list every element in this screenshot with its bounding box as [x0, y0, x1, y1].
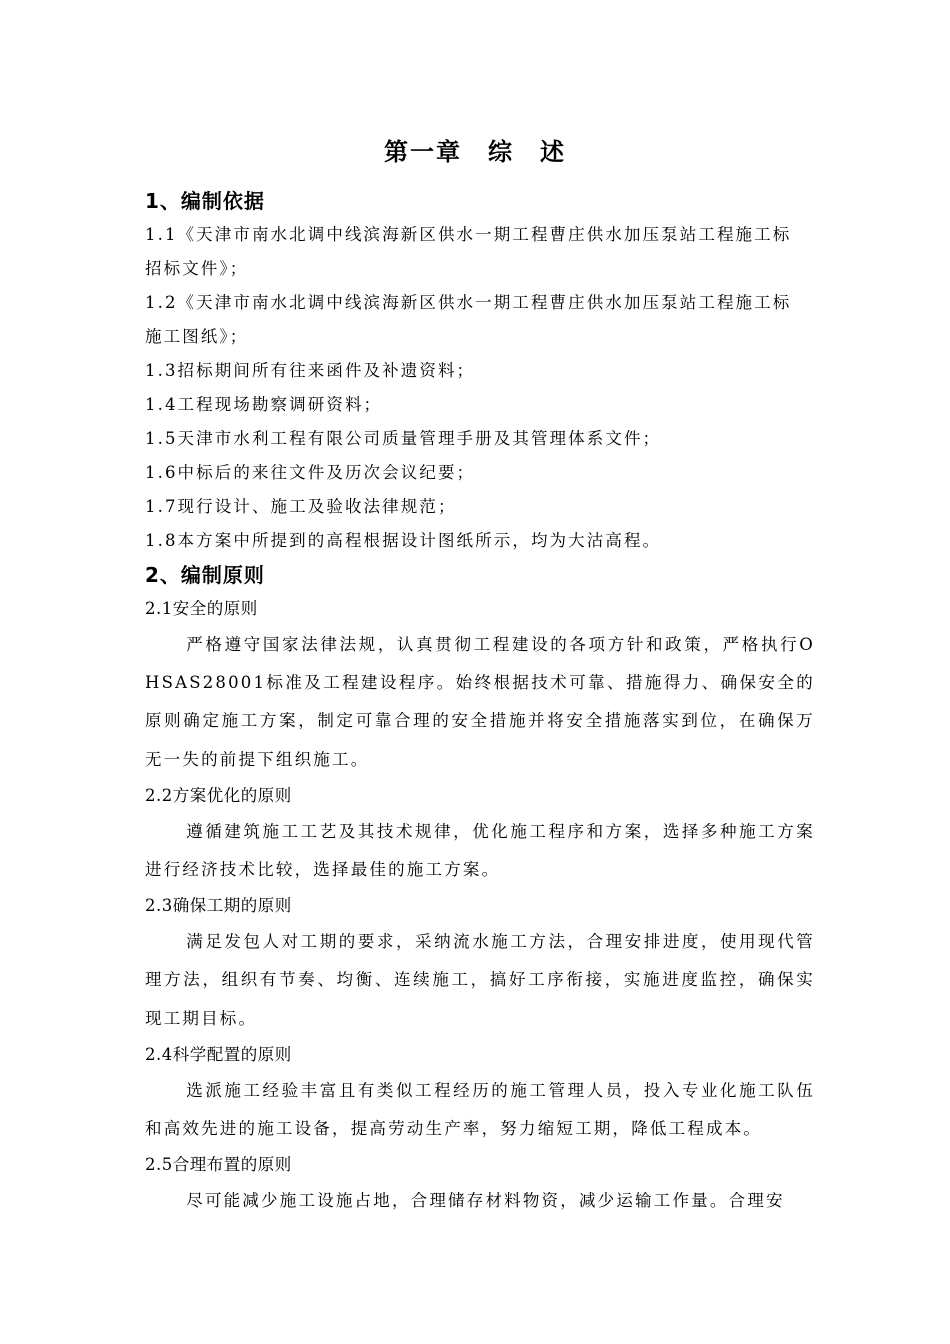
basis-item: 1.6中标后的来往文件及历次会议纪要； [145, 463, 476, 482]
principle-title: 2.2方案优化的原则 [145, 785, 292, 805]
principle-body: 选派施工经验丰富且有类似工程经历的施工管理人员，投入专业化施工队伍和高效先进的施工设备，提高劳动生产率，努力缩短工期，降低工程成本。 [145, 1080, 815, 1139]
section-heading-1: 1、编制依据 [145, 189, 265, 213]
basis-item: 施工图纸》； [145, 327, 249, 346]
basis-item: 1.4工程现场勘察调研资料； [145, 395, 383, 414]
basis-item: 1.5天津市水利工程有限公司质量管理手册及其管理体系文件； [145, 429, 662, 448]
principle-body: 遵循建筑施工工艺及其技术规律，优化施工程序和方案，选择多种施工方案进行经济技术比较，选择最佳的施工方案。 [145, 821, 815, 880]
section-heading-2: 2、编制原则 [145, 563, 265, 587]
principle-title: 2.5合理布置的原则 [145, 1155, 292, 1175]
basis-item: 招标文件》； [145, 259, 249, 278]
basis-item: 1.1《天津市南水北调中线滨海新区供水一期工程曹庄供水加压泵站工程施工标 [145, 225, 792, 244]
basis-item: 1.3招标期间所有往来函件及补遗资料； [145, 361, 476, 380]
document-body [145, 184, 815, 1220]
principle-title: 2.4科学配置的原则 [145, 1044, 292, 1064]
principle-body: 严格遵守国家法律法规，认真贯彻工程建设的各项方针和政策，严格执行OHSAS28001标准及工程建设程序。始终根据技术可靠、措施得力、确保安全的原则确定施工方案，制定可靠合理的安全措施并将安全措施落实到位，在确保万无一失的前提下组织施工。 [145, 635, 815, 769]
principle-title: 2.3确保工期的原则 [145, 896, 292, 916]
chapter-title: 第一章 综 述 [384, 137, 566, 166]
basis-item: 1.8本方案中所提到的高程根据设计图纸所示，均为大沽高程。 [145, 531, 662, 550]
basis-item: 1.7现行设计、施工及验收法律规范； [145, 497, 457, 516]
principle-body: 尽可能减少施工设施占地，合理储存材料物资，减少运输工作量。合理安 [186, 1191, 785, 1211]
principle-title: 2.1安全的原则 [145, 599, 258, 618]
basis-item: 1.2《天津市南水北调中线滨海新区供水一期工程曹庄供水加压泵站工程施工标 [145, 293, 792, 312]
principle-body: 满足发包人对工期的要求，采纳流水施工方法，合理安排进度，使用现代管理方法，组织有节奏、均衡、连续施工，搞好工序衔接，实施进度监控，确保实现工期目标。 [145, 932, 815, 1028]
